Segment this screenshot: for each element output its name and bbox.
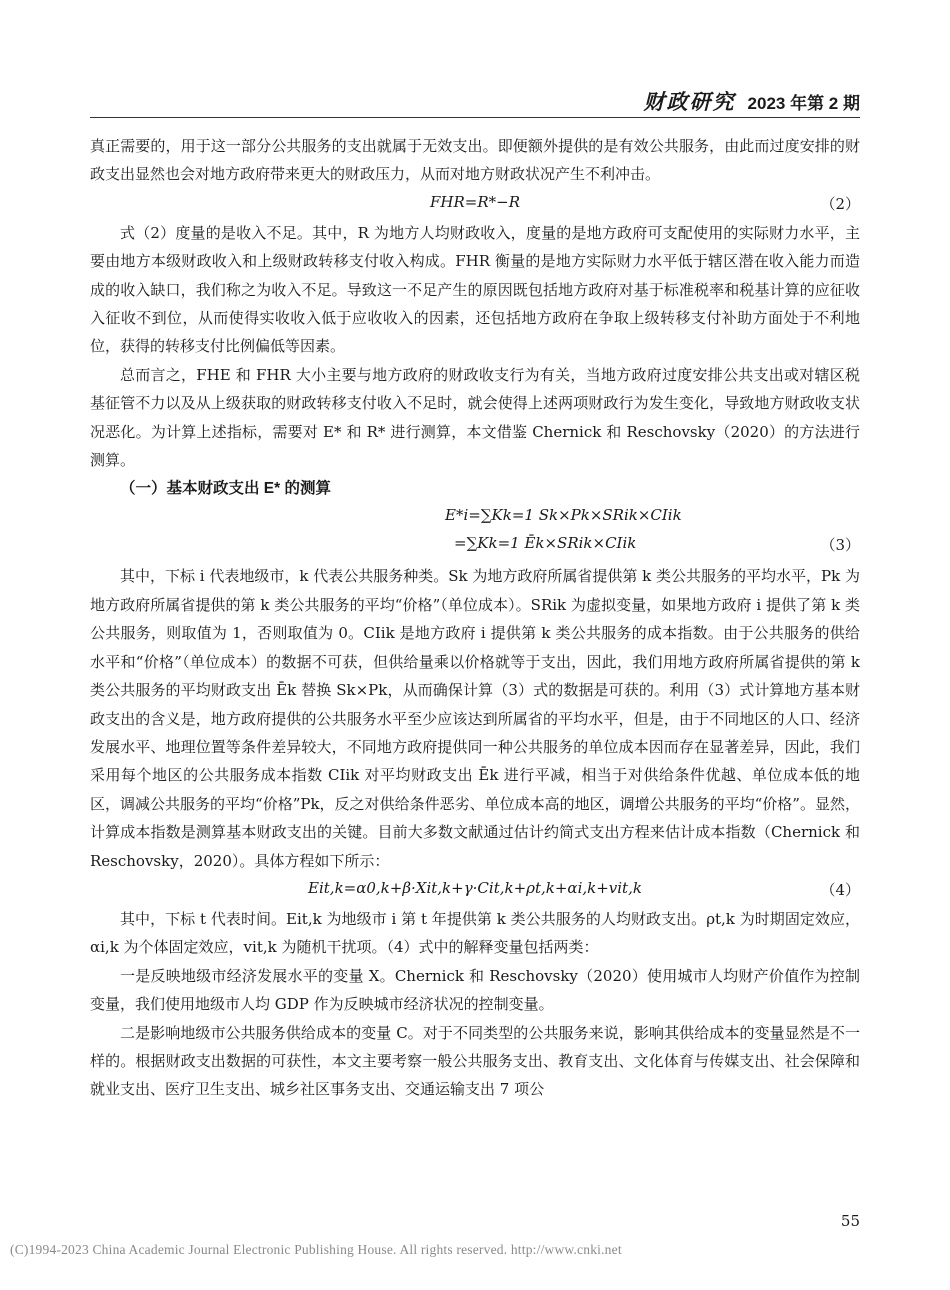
page-number: 55 [840, 1212, 860, 1230]
paragraph-3: 总而言之，FHE 和 FHR 大小主要与地方政府的财政收支行为有关，当地方政府过度安排公共支出或对辖区税基征管不力以及从上级获取的财政转移支付收入不足时，就会使得上述两项财政行为发生变化，导致地方财政收支状况恶化。为计算上述指标，需要对 E* 和 R* 进行测算，本文借鉴 Chernick 和 Reschovsky（2020）的方法进行测算。 [90, 365, 860, 470]
running-header [90, 74, 860, 114]
paragraph-5: 其中，下标 t 代表时间。Eit,k 为地级市 i 第 t 年提供第 k 类公共服务的人均财政支出。ρt,k 为时期固定效应，αi,k 为个体固定效应，vit,k 为随机干扰项。（4）式中的解释变量包括两类： [90, 909, 860, 957]
paragraph-2: 式（2）度量的是收入不足。其中，R 为地方人均财政收入，度量的是地方政府可支配使用的实际财力水平，主要由地方本级财政收入和上级财政转移支付收入构成。FHR 衡量的是地方实际财力水平低于辖区潜在收入能力而造成的收入缺口，我们称之为收入不足。导致这一不足产生的原因既包括地方政府对基于标准税率和税基计算的应征收入征收不到位，从而使得实收收入低于应收收入的因素，还包括地方政府在争取上级转移支付补助方面处于不利地位，获得的转移支付比例偏低等因素。 [90, 223, 860, 356]
paragraph-4: 其中，下标 i 代表地级市，k 代表公共服务种类。Sk 为地方政府所属省提供第 k 类公共服务的平均水平，Pk 为地方政府所属省提供的第 k 类公共服务的平均“价格”（单位成本）。SRik 为虚拟变量，如果地方政府 i 提供了第 k 类公共服务，则取值为 1，否则取值为 0。CIik 是地方政府 i 提供第 k 类公共服务的成本指数。由于公共服务的供给水平和“价格”（单位成本）的数据不可获，但供给量乘以价格就等于支出，因此，我们用地方政府所属省提供的第 k 类公共服务的平均财政支出 Ēk 替换 Sk×Pk，从而确保计算（3）式的数据是可获的。利用（3）式计算地方基本财政支出的含义是，地方政府提供的公共服务水平至少应该达到所属省的平均水平，但是，由于不同地区的人口、经济发展水平、地理位置等条件差异较大，不同地方政府提供同一种公共服务的单位成本因而存在显著差异，因此，我们采用每个地区的公共服务成本指数 CIik 对平均财政支出 Ēk 进行平减，相当于对供给条件优越、单位成本低的地区，调减公共服务的平均“价格”Pk，反之对供给条件恶劣、单位成本高的地区，调增公共服务的平均“价格”。显然，计算成本指数是测算基本财政支出的关键。目前大多数文献通过估计约简式支出方程来估计成本指数（Chernick 和 Reschovsky，2020）。具体方程如下所示： [90, 567, 860, 870]
equation-3-line-2: =∑Kk=1 Ēk×SRik×CIik [454, 534, 637, 553]
paragraph-7: 二是影响地级市公共服务供给成本的变量 C。对于不同类型的公共服务来说，影响其供给成本的变量显然是不一样的。根据财政支出数据的可获性，本文主要考察一般公共服务支出、教育支出、文化体育与传媒支出、社会保障和就业支出、医疗卫生支出、城乡社区事务支出、交通运输支出 7 项公 [90, 1023, 860, 1099]
equation-4 [90, 875, 860, 905]
equation-4-number: （4） [820, 880, 860, 899]
body-text [90, 132, 860, 1104]
equation-2-number: （2） [820, 194, 860, 213]
paragraph-1: 真正需要的，用于这一部分公共服务的支出就属于无效支出。即便额外提供的是有效公共服务，由此而过度安排的财政支出显然也会对地方政府带来更大的财政压力，从而对地方财政状况产生不利冲击。 [90, 137, 860, 184]
paragraph-6: 一是反映地级市经济发展水平的变量 X。Chernick 和 Reschovsky（2020）使用城市人均财产价值作为控制变量，我们使用地级市人均 GDP 作为反映城市经济状况的控制变量。 [90, 966, 860, 1014]
equation-2-expr: FHR=R*−R [429, 192, 520, 211]
equation-3-line-1: E*i=∑Kk=1 Sk×Pk×SRik×CIik [445, 506, 682, 525]
copyright-footer: (C)1994-2023 China Academic Journal Electronic Publishing House. All rights reserved. http://www.cnki.net [10, 1242, 622, 1257]
section-heading: （一）基本财政支出 E* 的测算 [120, 480, 331, 498]
equation-2 [90, 189, 860, 219]
equation-3-number: （3） [820, 536, 860, 555]
journal-name: 财政研究 [643, 89, 736, 114]
header-rule [90, 117, 860, 118]
header-right [644, 86, 860, 116]
equation-3 [90, 504, 860, 562]
issue-label: 2023 年第 2 期 [747, 94, 860, 113]
equation-4-expr: Eit,k=α0,k+β·Xit,k+γ·Cit,k+ρt,k+αi,k+vit,k [308, 878, 642, 897]
